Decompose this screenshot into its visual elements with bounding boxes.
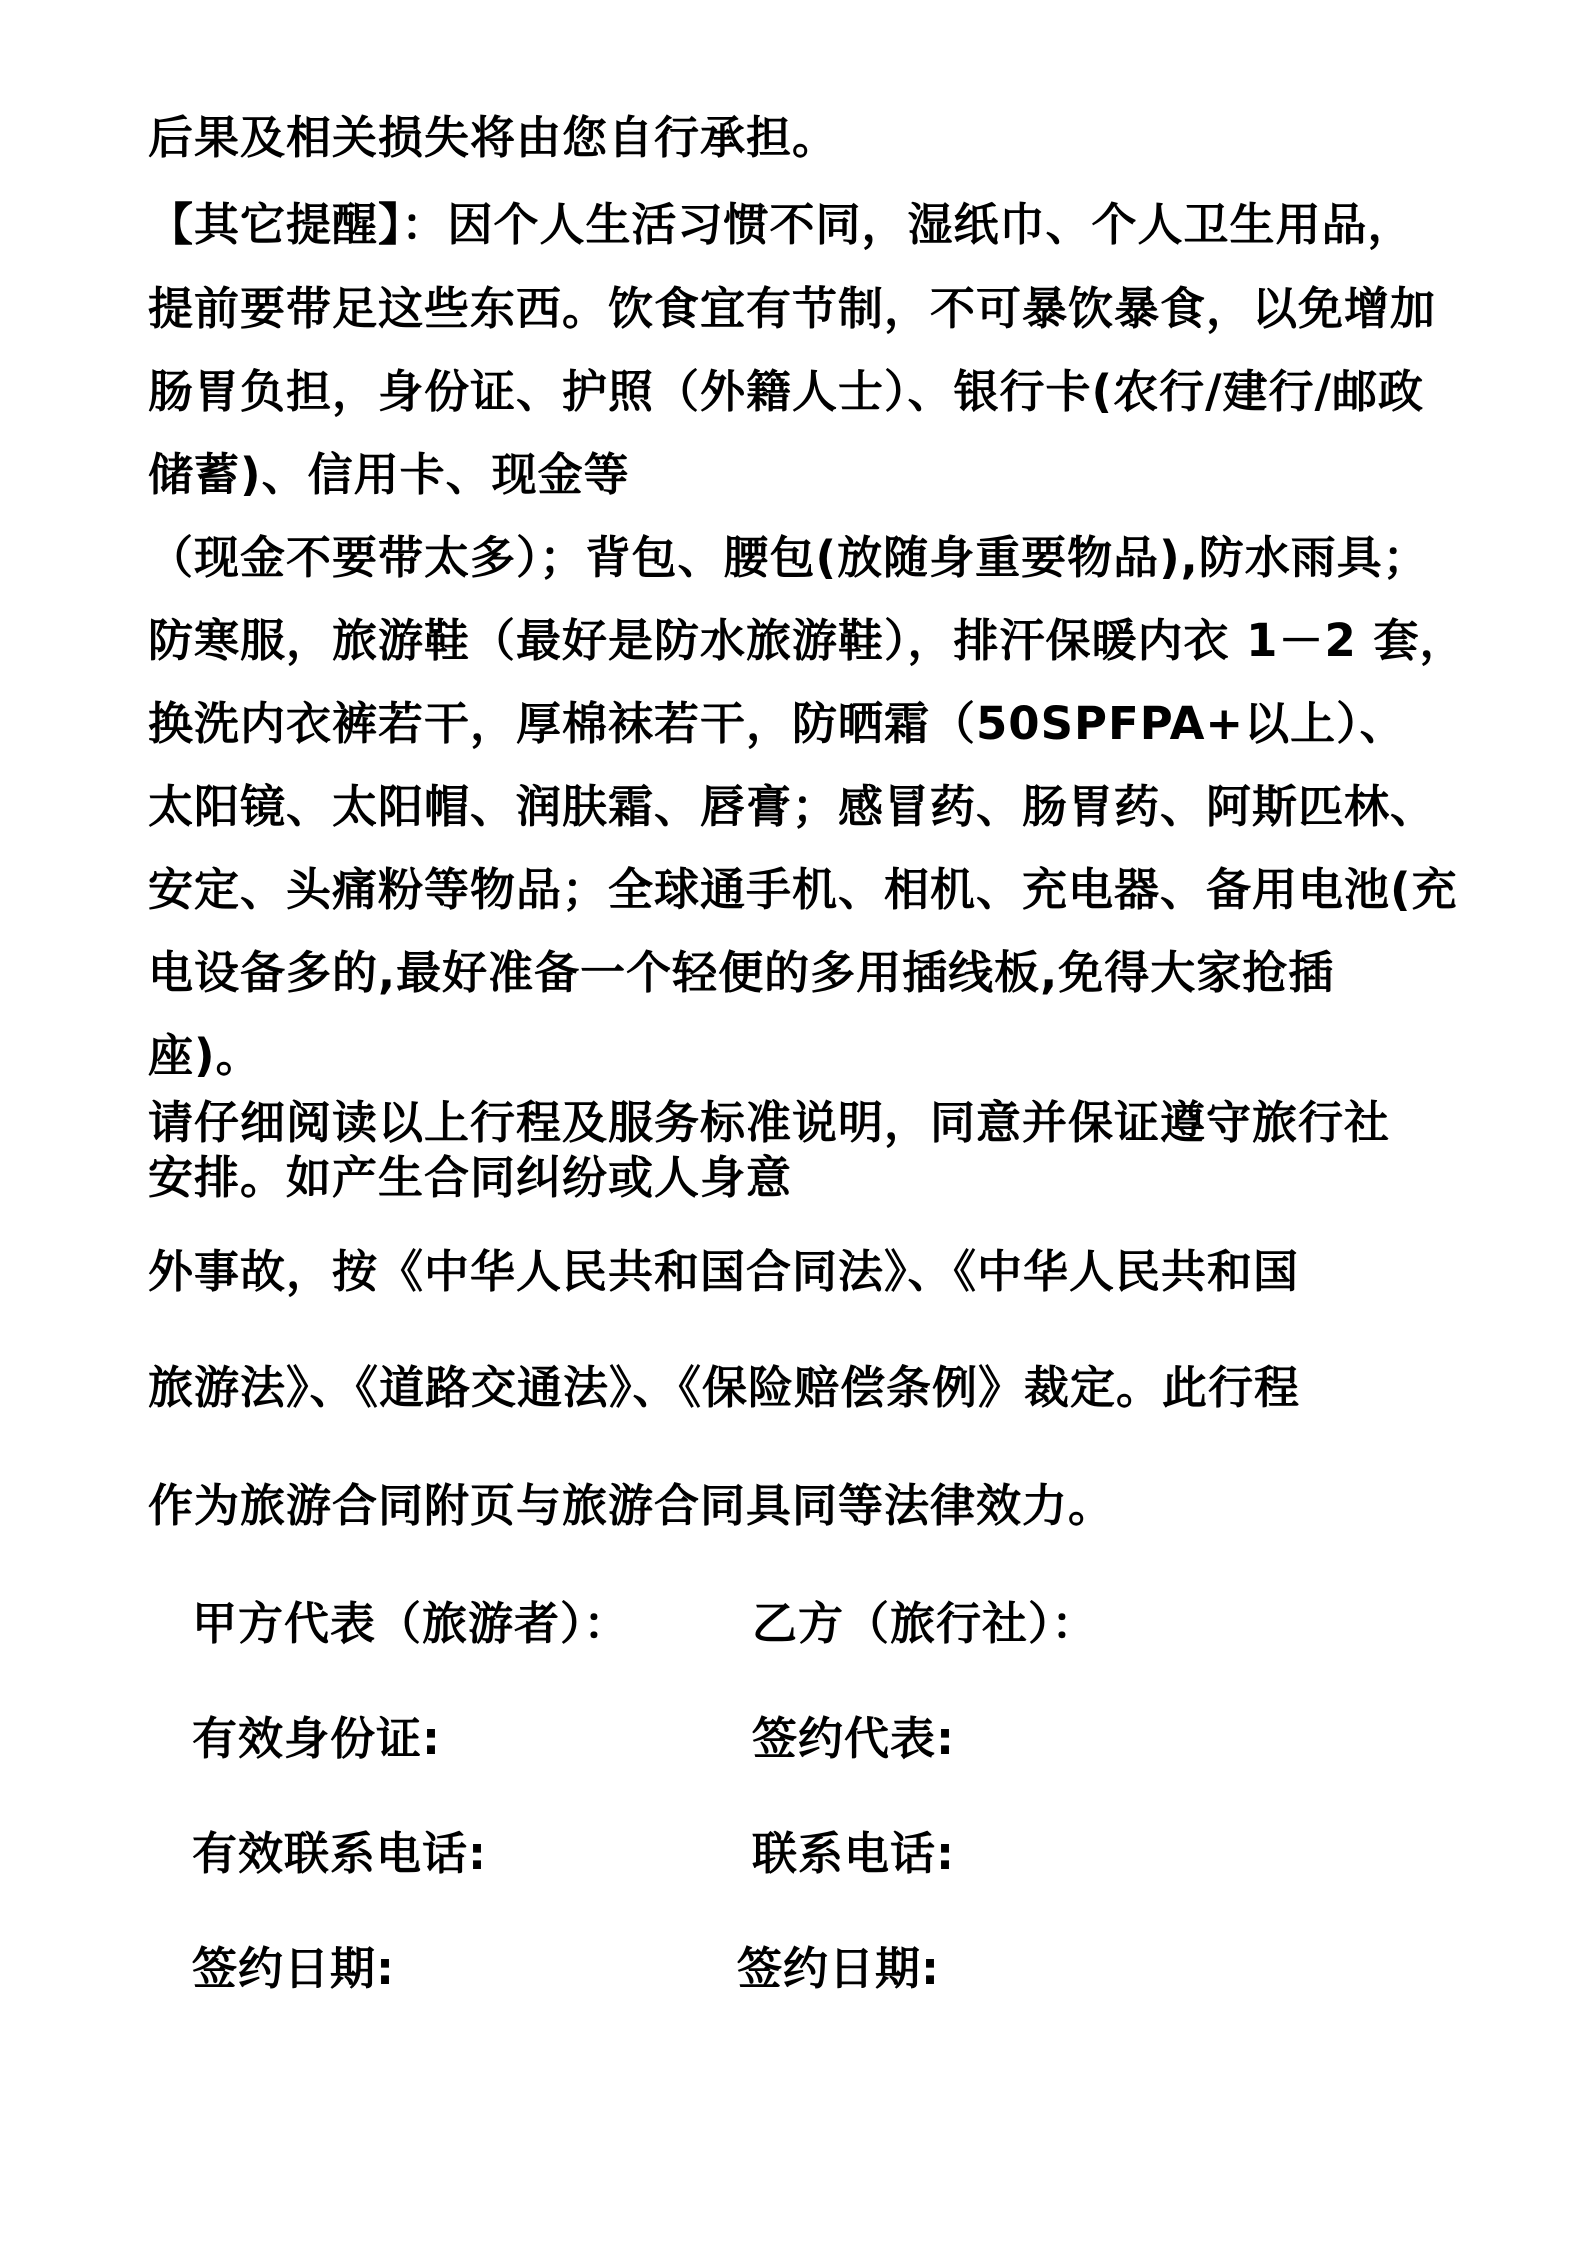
party-a-id-label: 有效身份证: [192,1712,441,1765]
body-line-8: 换洗内衣裤若干，厚棉袜若干，防晒霜（50SPFPA+以上）、 [148,697,1406,750]
body-line-15: 外事故，按《中华人民共和国合同法》、《中华人民共和国 [148,1245,1300,1298]
body-line-9: 太阳镜、太阳帽、润肤霜、唇膏；感冒药、肠胃药、阿斯匹林、 [148,780,1437,833]
party-b-phone-label: 联系电话: [752,1827,955,1880]
body-line-3: 提前要带足这些东西。饮食宜有节制，不可暴饮暴食，以免增加 [148,282,1437,335]
body-line-10: 安定、头痛粉等物品；全球通手机、相机、充电器、备用电池(充 [148,863,1458,916]
body-line-2: 【其它提醒】：因个人生活习惯不同，湿纸巾、个人卫生用品， [148,198,1414,251]
body-line-11: 电设备多的,最好准备一个轻便的多用插线板,免得大家抢插 [148,946,1335,999]
body-line-14: 安排。如产生合同纠纷或人身意 [148,1151,793,1204]
body-line-16: 旅游法》、《道路交通法》、《保险赔偿条例》裁定。此行程 [148,1361,1301,1414]
body-line-12: 座)。 [148,1029,262,1082]
party-a-phone-label: 有效联系电话: [192,1827,487,1880]
body-line-7: 防寒服，旅游鞋（最好是防水旅游鞋），排汗保暖内衣 1－2 套， [148,614,1466,667]
party-b-date-label: 签约日期: [737,1942,940,1995]
body-line-4: 肠胃负担，身份证、护照（外籍人士）、银行卡(农行/建行/邮政 [148,365,1424,418]
body-line-13: 请仔细阅读以上行程及服务标准说明，同意并保证遵守旅行社 [148,1096,1391,1149]
party-b-rep-label: 签约代表: [752,1712,955,1765]
body-line-17: 作为旅游合同附页与旅游合同具同等法律效力。 [148,1479,1115,1532]
party-b-title: 乙方（旅行社）： [752,1597,1098,1650]
party-a-date-label: 签约日期: [192,1942,395,1995]
body-line-1: 后果及相关损失将由您自行承担。 [148,111,839,164]
body-line-5: 储蓄)、信用卡、现金等 [148,448,630,501]
party-a-title: 甲方代表（旅游者）： [192,1597,630,1650]
body-line-6: （现金不要带太多）；背包、腰包(放随身重要物品),防水雨具； [148,531,1429,584]
